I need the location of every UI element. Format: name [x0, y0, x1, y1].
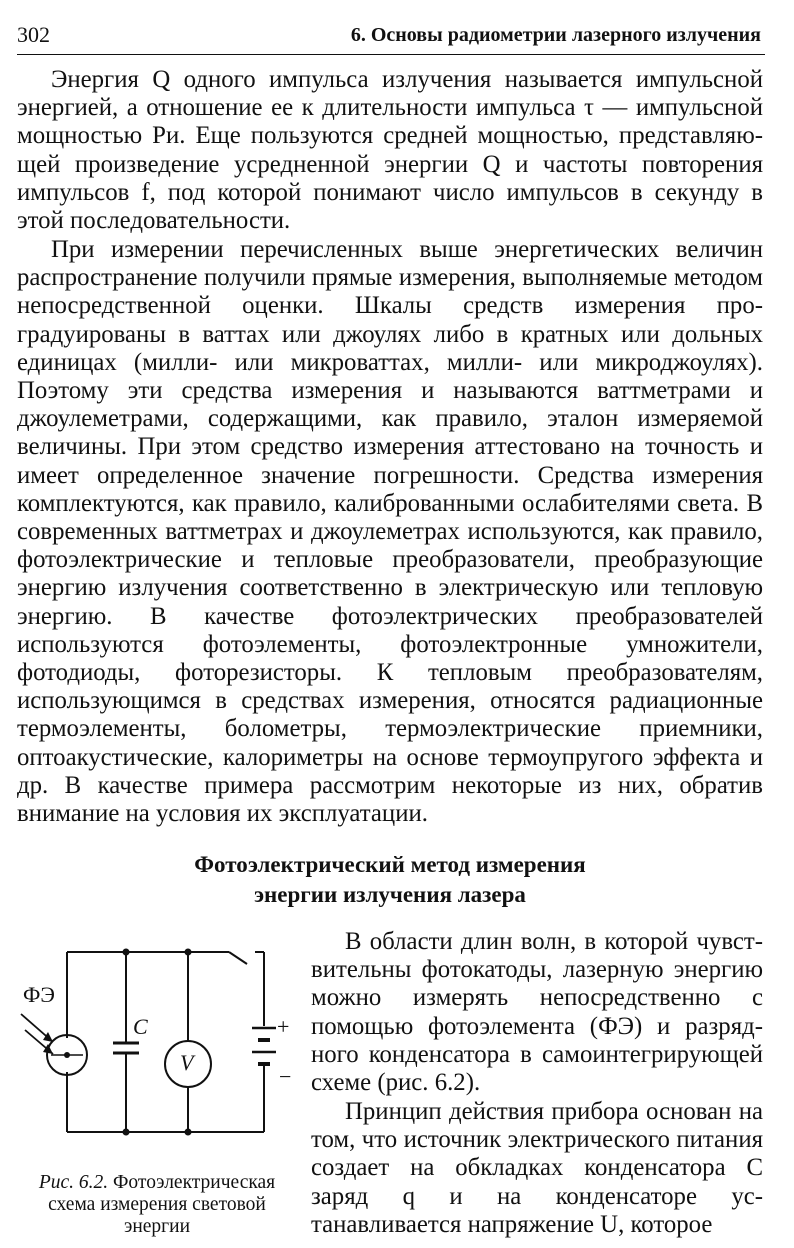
section-heading-line-1: Фотоэлектрический метод измерения: [194, 852, 586, 877]
paragraph-2: [17, 236, 763, 828]
label-voltmeter: V: [180, 1050, 194, 1075]
page-header: [17, 20, 765, 55]
section-heading-line-2: энергии излучения лазера: [254, 882, 526, 907]
section-heading: [17, 850, 763, 910]
node-bottom-c: [123, 1129, 130, 1136]
switch-blade: [229, 952, 247, 964]
caption-prefix: Рис. 6.2.: [38, 1172, 109, 1193]
figure-caption: [22, 1172, 292, 1238]
label-plus: +: [277, 1014, 290, 1039]
paragraph-4: [311, 1098, 763, 1239]
caption-text: Фотоэлектрическая схема измерения световой энергии: [48, 1172, 276, 1237]
paragraph-3-text: В области длин волн, в которой чувствительны фотокатоды, лазерную энергию можно измерять непосредственно с помощью фотоэлемента (ФЭ) и разрядного конденсатора в самоинтегрирующей схеме (рис. 6.2).: [311, 928, 763, 1097]
paragraph-3: [311, 928, 763, 1097]
photocell-anode: [64, 1052, 70, 1058]
paragraph-1: [17, 66, 763, 235]
node-top-c: [123, 949, 130, 956]
circuit-diagram: [15, 928, 305, 1178]
label-photocell: ФЭ: [23, 982, 55, 1007]
page-number: 302: [17, 22, 50, 47]
node-top-v: [185, 949, 192, 956]
paragraph-4-text: Принцип действия прибора основан на том, что источник электрического питания создает на обкладках конденсатора C заряд q и на конденсаторе устанавливается напряжение U, которое: [311, 1098, 763, 1238]
label-capacitor: C: [133, 1014, 148, 1039]
node-bottom-v: [185, 1129, 192, 1136]
light-arrow-head-2: [43, 1044, 53, 1054]
label-minus: −: [279, 1064, 292, 1089]
paragraph-2-text: При измерении перечисленных выше энергетических величин распространение получили прямые измерения, выполняемые методом непосредственной оценки. Шкалы средств измерения проградуированы в ваттах или джоулях либо в кратных или дольных единицах (милли- или микроваттах, милли- или микроджоулях). Поэтому эти средства измерения и называются ваттметрами и джоулеметрами, содержащими, как правило, эталон измеряемой величины. При этом средство измерения аттестовано на точность и имеет определенное значение погрешности. Средства измерения комплектуются, как правило, калиброванными ослабителями света. В современных ваттметрах и джоулеметрах используются, как правило, фотоэлектрические и тепловые преобразователи, преобразующие энергию излучения соответственно в электрическую или тепловую энергию. В качестве фотоэлектрических преобразователей используются фотоэлементы, фотоэлектронные умножители, фотодиоды, фоторезисторы. К тепловым преобразователям, использующимся в средствах измерения, относятся радиационные термоэлементы, болометры, термоэлектрические приемники, оптоакустические, калориметры на основе термоупругого эффекта и др. В качестве примера рассмотрим некоторые из них, обратив внимание на условия их эксплуатации.: [17, 236, 763, 828]
running-title: 6. Основы радиометрии лазерного излучения: [350, 24, 761, 46]
paragraph-1-text: Энергия Q одного импульса излучения называется импульсной энергией, а отношение ее к длительности импульса τ — импульсной мощностью Pи. Еще пользуются средней мощностью, представляющей произведение усредненной энергии Q и частоты повторения импульсов f, под которой понимают число импульсов в секунду в этой последовательности.: [17, 66, 763, 235]
